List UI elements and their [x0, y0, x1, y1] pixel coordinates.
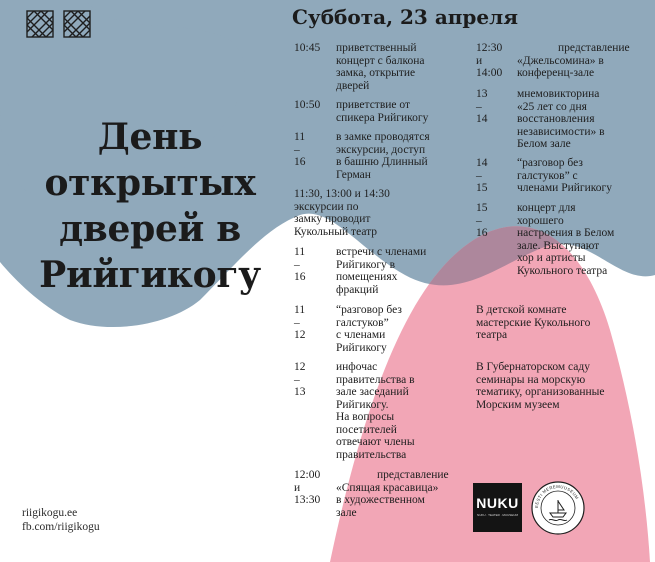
event-description — [517, 202, 647, 277]
event-line: зале — [336, 506, 357, 519]
schedule-item — [294, 188, 464, 238]
event-line: встречи с членами — [336, 246, 427, 258]
event-line: правительства — [336, 448, 407, 461]
event-line: дверей — [336, 79, 370, 92]
event-line: галстуков” с — [517, 169, 578, 182]
event-line: восстановления — [517, 113, 595, 125]
event-description — [517, 88, 647, 151]
event-line: «25 лет со дня — [517, 100, 587, 113]
event-line: Белом зале — [517, 138, 571, 150]
event-line: в художественном — [336, 494, 425, 506]
title-line: дверей в — [59, 208, 241, 250]
note-line: семинары на морскую — [476, 373, 586, 386]
event-line: концерт с балкона — [336, 54, 425, 67]
facebook-link[interactable]: fb.com/riigikogu — [22, 521, 100, 533]
event-line: замку проводит — [294, 213, 371, 225]
event-line: Кукольного театра — [517, 264, 608, 277]
event-line: представление — [558, 42, 630, 54]
event-description — [336, 304, 466, 354]
event-time: 11:30, 13:00 и 14:30 — [294, 188, 390, 200]
note-line: Морским музеем — [476, 398, 560, 411]
page-title — [14, 114, 286, 298]
event-line: конференц-зале — [517, 67, 595, 79]
event-description — [336, 469, 476, 519]
event-line: «Джельсомина» в — [517, 54, 604, 67]
event-line: фракций — [336, 283, 379, 296]
event-line: приветственный — [336, 42, 417, 54]
event-description — [336, 246, 466, 296]
note-line: мастерские Кукольного — [476, 316, 591, 329]
nuku-logo-text: NUKU — [476, 495, 519, 511]
event-line: концерт для — [517, 202, 576, 214]
nuku-logo-subtext: NUKU · TEATER · MUUSEUM — [477, 513, 518, 517]
event-time: 11 – 12 — [294, 304, 306, 341]
event-line: замка, открытие — [336, 67, 416, 79]
note-children-room — [476, 304, 651, 342]
event-line: зале заседаний — [336, 386, 409, 398]
event-line: с членами — [336, 329, 386, 341]
website-link[interactable]: riigikogu.ee — [22, 507, 78, 519]
event-line: “разговор без — [336, 304, 402, 316]
event-line: Рийгикогу в — [336, 258, 396, 271]
event-line: отвечают члены — [336, 436, 415, 448]
event-description — [336, 42, 466, 92]
event-line: помещениях — [336, 271, 398, 283]
event-time: 11 – 16 — [294, 246, 306, 283]
note-line: театра — [476, 329, 508, 341]
title-line: открытых — [44, 162, 256, 204]
maritime-logo-text: EESTI MEREMUUSEUM — [533, 483, 580, 509]
event-line: приветствие от — [336, 99, 411, 111]
event-description — [517, 157, 647, 195]
title-line: Рийгикогу — [39, 254, 261, 296]
event-description — [517, 42, 647, 80]
note-line: В детской комнате — [476, 304, 567, 316]
event-description — [336, 131, 466, 181]
event-line: хор и артисты — [517, 252, 586, 264]
note-governor-garden — [476, 361, 651, 411]
event-line: зале. Выступают — [517, 239, 600, 252]
event-line: настроения в Белом — [517, 227, 615, 239]
event-line: “разговор без — [517, 157, 583, 169]
event-time: 15 – 16 — [476, 202, 488, 239]
event-line: посетителей — [336, 423, 397, 436]
event-line: На вопросы — [336, 411, 395, 423]
event-line: правительства в — [336, 373, 415, 386]
event-line: Герман — [336, 168, 371, 181]
event-date: Суббота, 23 апреля — [292, 5, 518, 29]
nuku-logo — [473, 483, 522, 532]
event-time: 14 – 15 — [476, 157, 488, 194]
event-line: экскурсии по — [294, 200, 359, 213]
event-line: представление — [377, 469, 449, 481]
note-line: В Губернаторском саду — [476, 361, 590, 373]
event-time: 10:50 — [294, 99, 321, 111]
event-time: 11 – 16 — [294, 131, 306, 168]
event-description — [294, 201, 464, 239]
event-time: 13 – 14 — [476, 88, 488, 125]
event-line: в башню Длинный — [336, 156, 428, 168]
event-line: галстуков” — [336, 316, 389, 329]
maritime-museum-logo-icon — [530, 480, 586, 536]
event-line: Кукольный театр — [294, 225, 378, 238]
event-line: хорошего — [517, 214, 564, 227]
riigikogu-logo-icon — [24, 8, 94, 40]
title-line: День — [97, 116, 203, 158]
event-time: 12:30 и 14:00 — [476, 42, 503, 79]
event-line: мнемовикторина — [517, 88, 600, 100]
event-time: 10:45 — [294, 42, 321, 54]
event-line: независимости» в — [517, 125, 605, 138]
event-line: спикера Рийгикогу — [336, 111, 429, 124]
event-description — [336, 361, 466, 461]
event-line: в замке проводятся — [336, 131, 430, 143]
note-line: тематику, организованные — [476, 386, 605, 398]
event-line: Рийгикогу. — [336, 398, 389, 411]
event-time: 12:00 и 13:30 — [294, 469, 321, 506]
event-time: 12 – 13 — [294, 361, 306, 398]
event-description — [336, 99, 466, 124]
event-line: экскурсии, доступ — [336, 143, 426, 156]
event-line: инфочас — [336, 361, 378, 373]
event-line: Рийгикогу — [336, 341, 387, 354]
event-line: членами Рийгикогу — [517, 182, 612, 194]
event-line: «Спящая красавица» — [336, 481, 439, 494]
